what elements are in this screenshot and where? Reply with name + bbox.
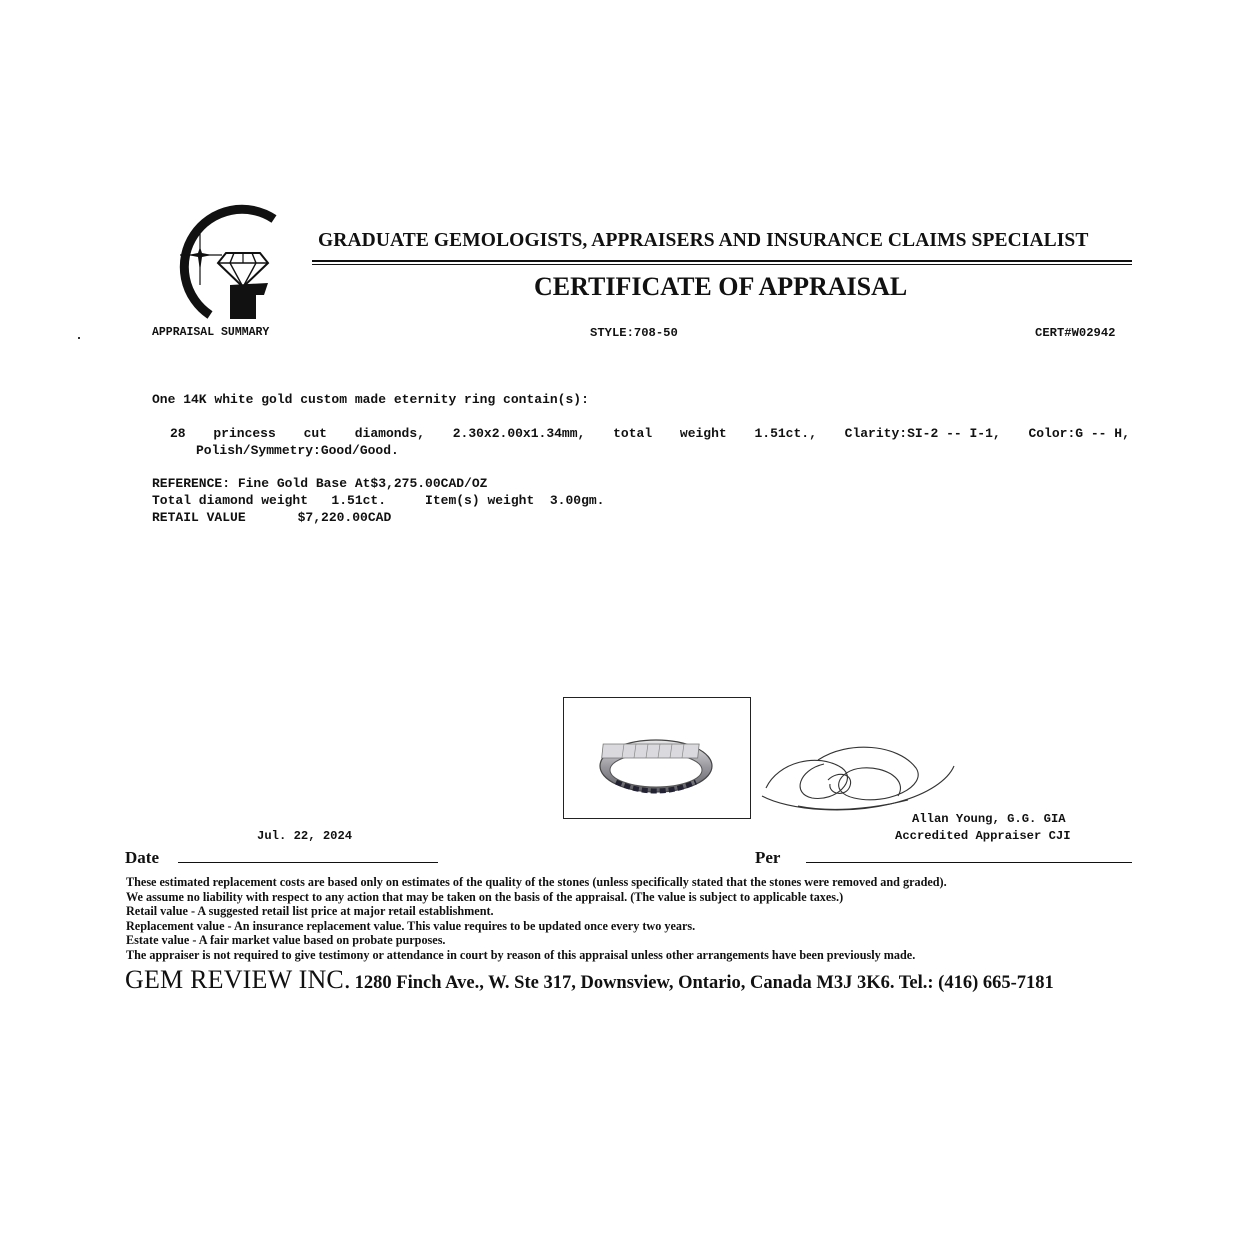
- stones-part: 2.30x2.00x1.34mm,: [452, 426, 586, 441]
- per-label: Per: [755, 848, 781, 867]
- stones-part: princess: [213, 426, 276, 441]
- signature-icon: [758, 740, 958, 820]
- reference-line: REFERENCE: Fine Gold Base At$3,275.00CAD/OZ: [152, 476, 488, 491]
- disclaimers: [126, 875, 947, 963]
- ring-image: [564, 698, 749, 817]
- stones-part: 1.51ct.,: [754, 426, 817, 441]
- item-intro: One 14K white gold custom made eternity ring contain(s):: [152, 392, 589, 407]
- total-diamond-weight: Total diamond weight 1.51ct. Item(s) weight 3.00gm.: [152, 493, 605, 508]
- disclaimer-line: Estate value - A fair market value based on probate purposes.: [126, 933, 446, 948]
- ring-photo: [563, 697, 751, 819]
- certificate-number: CERT#W02942: [1035, 326, 1116, 340]
- header-rule-thin: [312, 264, 1132, 265]
- scan-speck: [78, 337, 80, 339]
- date-value: Jul. 22, 2024: [257, 829, 353, 843]
- stones-part: Clarity:SI-2 -- I-1,: [844, 426, 1001, 441]
- company-name: GEM REVIEW INC.: [125, 965, 351, 994]
- certificate-title: CERTIFICATE OF APPRAISAL: [534, 272, 908, 301]
- date-label: Date: [125, 848, 159, 867]
- stones-part: diamonds,: [354, 426, 425, 441]
- disclaimer-line: These estimated replacement costs are based only on estimates of the quality of the stones (unless specifically stated that the stones were removed and graded).: [126, 875, 947, 889]
- appraiser-name: Allan Young, G.G. GIA: [912, 812, 1066, 826]
- date-line: [178, 862, 438, 863]
- company-address: 1280 Finch Ave., W. Ste 317, Downsview, Ontario, Canada M3J 3K6. Tel.: (416) 665-7181: [354, 973, 1054, 993]
- polish-symmetry: Polish/Symmetry:Good/Good.: [196, 443, 399, 458]
- stones-part: 28: [170, 426, 186, 441]
- stones-description: [170, 426, 1130, 441]
- disclaimer-line: We assume no liability with respect to any action that may be taken on the basis of the appraisal. (The value is subject to applicable taxes.): [126, 889, 844, 904]
- header-title: GRADUATE GEMOLOGISTS, APPRAISERS AND INSURANCE CLAIMS SPECIALIST: [318, 230, 1089, 251]
- header-rule-thick: [312, 260, 1132, 262]
- appraiser-title: Accredited Appraiser CJI: [895, 829, 1071, 843]
- retail-value-label: RETAIL VALUE: [152, 510, 246, 525]
- retail-value-line: [152, 510, 391, 525]
- stones-part: weight: [679, 426, 727, 441]
- style-number: STYLE:708-50: [590, 326, 678, 340]
- stones-part: cut: [303, 426, 327, 441]
- footer: [125, 965, 1054, 995]
- disclaimer-line: Retail value - A suggested retail list price at major retail establishment.: [126, 904, 494, 919]
- per-line: [806, 862, 1132, 863]
- stones-part: Color:G -- H,: [1028, 426, 1130, 441]
- retail-value-amount: $7,220.00CAD: [297, 510, 392, 525]
- appraisal-summary-label: APPRAISAL SUMMARY: [152, 326, 270, 339]
- disclaimer-line: Replacement value - An insurance replacement value. This value requires to be updated once every two years.: [126, 918, 696, 933]
- gem-g-logo-icon: [160, 203, 284, 321]
- stones-part: total: [613, 426, 653, 441]
- disclaimer-line: The appraiser is not required to give testimony or attendance in court by reason of this appraisal unless other arrangements have been previously made.: [126, 947, 916, 962]
